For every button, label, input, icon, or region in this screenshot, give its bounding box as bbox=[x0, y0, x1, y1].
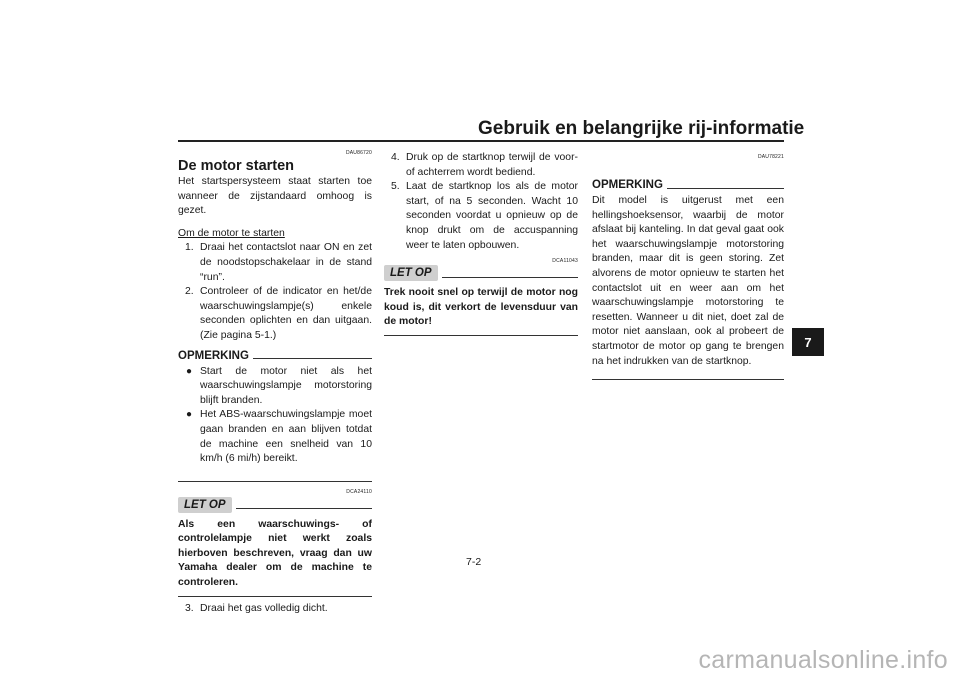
list-item: 5. Laat de startknop los als de motor start, of na 5 seconden. Wacht 10 seconden voordat u opnieuw op de knop drukt om de accuspanning weer te laten opbouwen. bbox=[391, 181, 578, 251]
divider bbox=[442, 277, 578, 278]
divider bbox=[384, 335, 578, 336]
divider bbox=[236, 508, 372, 509]
header-rule bbox=[178, 140, 784, 142]
note-code: DAU78221 bbox=[757, 154, 784, 160]
caution-label: LET OP bbox=[384, 265, 438, 281]
list-item: 2. Controleer of de indicator en het/de waarschuwingslampje(s) enkele seconden oplichten en dan uitgaan. (Zie pagina 5-1.) bbox=[185, 286, 372, 341]
caution-heading bbox=[384, 265, 578, 281]
caution-heading bbox=[178, 497, 372, 513]
column-1 bbox=[178, 150, 372, 616]
chapter-tab: 7 bbox=[792, 328, 824, 356]
subheading: Om de motor te starten bbox=[178, 227, 285, 239]
note-heading bbox=[178, 350, 372, 362]
watermark: carmanualsonline.info bbox=[698, 646, 948, 674]
divider bbox=[178, 481, 372, 482]
list-item: 1. Draai het contactslot naar ON en zet de noodstopschakelaar in de stand “run”. bbox=[185, 242, 372, 283]
divider bbox=[253, 358, 372, 359]
list-item: ● Start de motor niet als het waarschuwingslampje motorstoring blijft branden. bbox=[186, 365, 372, 406]
intro-paragraph: Het startspersysteem staat starten toe wanneer de zijstandaard omhoog is gezet. bbox=[178, 176, 372, 217]
note-text: Dit model is uitgerust met een hellingshoeksensor, waarbij de motor afslaat bij kanteling. In dat geval gaat ook het waarschuwingslampje motorstoring branden, maar dit is geen storing. Zet alvorens de motor opnieuw te starten het contactslot uit en weer aan om het waarschuwingslampje motorstoring te resetten. Wanneer u dit niet, doet zal de motor niet aanslaan, ook al probeert de startmotor de motor op gang te brengen na het indrukken van de startknop. bbox=[592, 195, 784, 367]
note-label: OPMERKING bbox=[592, 179, 663, 191]
list-item: 3. Draai het gas volledig dicht. bbox=[185, 602, 328, 614]
column-3 bbox=[592, 154, 784, 380]
section-code: DAU86720 bbox=[345, 150, 372, 156]
start-steps-continued bbox=[384, 151, 578, 253]
page-header-title: Gebruik en belangrijke rij-informatie bbox=[478, 118, 805, 139]
start-steps bbox=[178, 241, 372, 343]
caution-code: DCA11043 bbox=[552, 258, 578, 265]
caution-label: LET OP bbox=[178, 497, 232, 513]
bullet-icon: ● bbox=[186, 409, 193, 421]
start-steps-continued bbox=[178, 602, 372, 617]
note-heading bbox=[592, 179, 784, 191]
note-bullets bbox=[178, 365, 372, 467]
caution-text: Als een waarschuwings- of controlelampje niet werkt zoals hierboven beschreven, vraag dan uw Yamaha dealer om de machine te controleren. bbox=[178, 518, 372, 589]
list-item: ● Het ABS-waarschuwingslampje moet gaan branden en aan blijven totdat de machine een snelheid van 10 km/h (6 mi/h) bereikt. bbox=[186, 409, 372, 465]
bullet-icon: ● bbox=[186, 365, 193, 377]
column-2 bbox=[384, 151, 578, 336]
section-title: De motor starten bbox=[178, 158, 295, 174]
divider bbox=[178, 596, 372, 597]
page-number: 7-2 bbox=[466, 556, 482, 568]
note-label: OPMERKING bbox=[178, 349, 249, 362]
list-item: 4. Druk op de startknop terwijl de voor- of achterrem wordt bediend. bbox=[391, 152, 578, 178]
divider bbox=[667, 188, 784, 189]
caution-text: Trek nooit snel op terwijl de motor nog koud is, dit verkort de levensduur van de motor! bbox=[384, 287, 578, 328]
divider bbox=[592, 379, 784, 380]
caution-code: DCA24110 bbox=[346, 488, 372, 495]
